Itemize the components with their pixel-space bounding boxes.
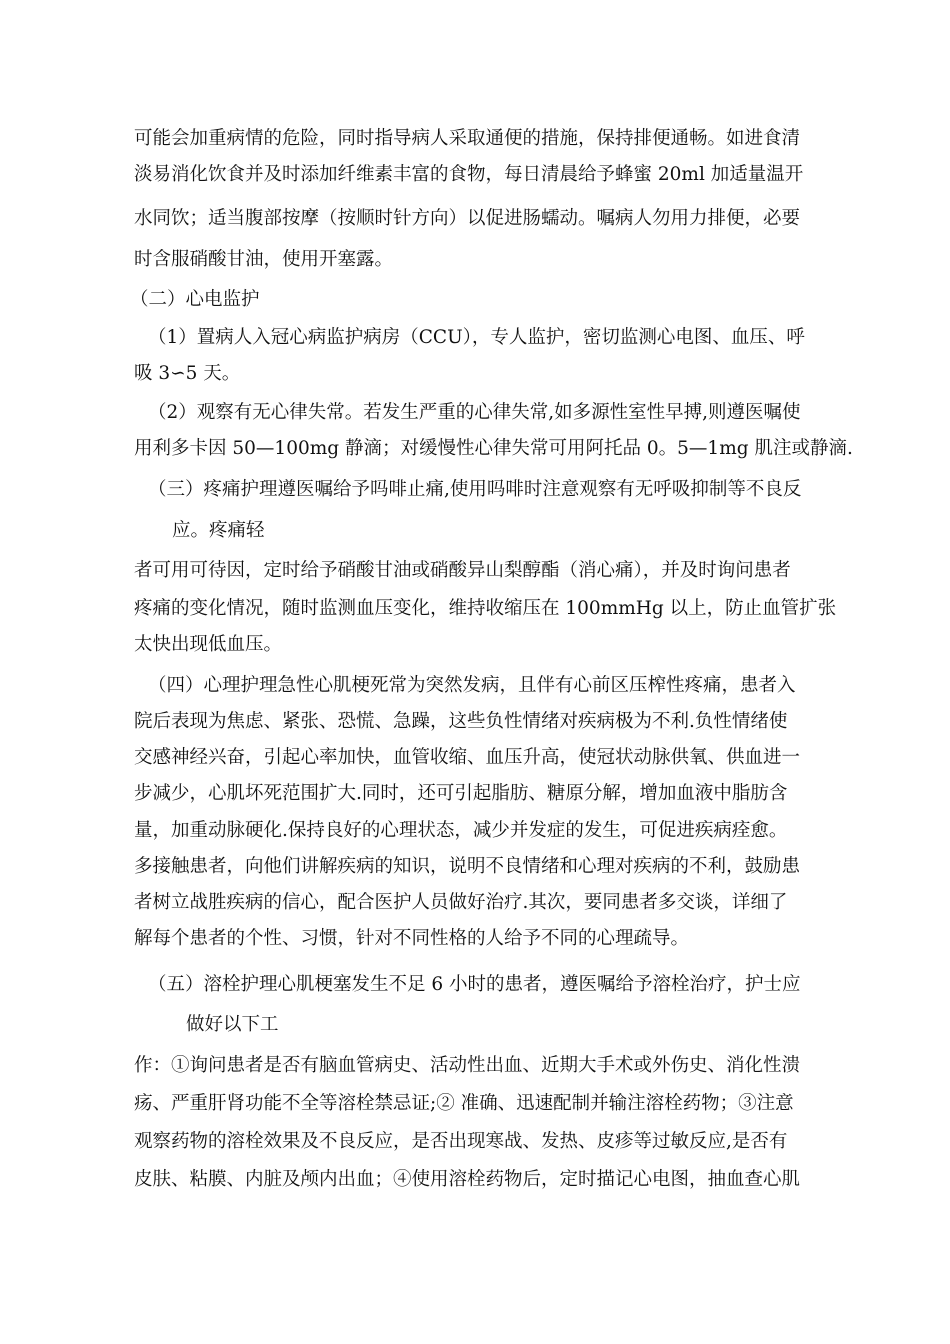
text-line: 者可用可待因，定时给予硝酸甘油或硝酸异山梨醇酯（消心痛），并及时询问患者 bbox=[134, 560, 791, 581]
text-line: 院后表现为焦虑、紧张、恐慌、急躁，这些负性情绪对疾病极为不利.负性情绪使 bbox=[134, 711, 788, 732]
text-line: （五）溶栓护理心肌梗塞发生不足 6 小时的患者，遵医嘱给予溶栓治疗，护士应 bbox=[148, 974, 801, 995]
text-line: 做好以下工 bbox=[186, 1014, 279, 1035]
text-line: 疡、严重肝肾功能不全等溶栓禁忌证;② 准确、迅速配制并输注溶栓药物；③注意 bbox=[134, 1093, 794, 1114]
text-line: 作：①询问患者是否有脑血管病史、活动性出血、近期大手术或外伤史、消化性溃 bbox=[134, 1055, 801, 1076]
text-line: 时含服硝酸甘油，使用开塞露。 bbox=[134, 249, 394, 270]
text-line: 交感神经兴奋，引起心率加快，血管收缩、血压升高，使冠状动脉供氧、供血进一 bbox=[134, 747, 801, 768]
text-line: （三）疼痛护理遵医嘱给予吗啡止痛,使用吗啡时注意观察有无呼吸抑制等不良反 bbox=[148, 479, 802, 500]
text-line: 淡易消化饮食并及时添加纤维素丰富的食物，每日清晨给予蜂蜜 20ml 加适量温开 bbox=[134, 164, 804, 185]
text-line: 解每个患者的个性、习惯，针对不同性格的人给予不同的心理疏导。 bbox=[134, 928, 690, 949]
text-line: 应。疼痛轻 bbox=[172, 520, 265, 541]
text-line: 可能会加重病情的危险，同时指导病人采取通便的措施，保持排便通畅。如进食清 bbox=[134, 128, 801, 149]
text-line: （1）置病人入冠心病监护病房（CCU），专人监护，密切监测心电图、血压、呼 bbox=[148, 327, 805, 348]
text-line: 水同饮；适当腹部按摩（按顺时针方向）以促进肠蠕动。嘱病人勿用力排便，必要 bbox=[134, 208, 801, 229]
text-line: 吸 3∽5 天。 bbox=[134, 363, 241, 384]
text-line: 观察药物的溶栓效果及不良反应，是否出现寒战、发热、皮疹等过敏反应,是否有 bbox=[134, 1131, 788, 1152]
text-line: 太快出现低血压。 bbox=[134, 634, 283, 655]
text-line: 多接触患者，向他们讲解疾病的知识，说明不良情绪和心理对疾病的不利，鼓励患 bbox=[134, 856, 801, 877]
section-heading: （二）心电监护 bbox=[130, 289, 260, 310]
text-line: 者树立战胜疾病的信心，配合医护人员做好治疗.其次，要同患者多交谈，详细了 bbox=[134, 892, 788, 913]
text-line: 用利多卡因 50—100mg 静滴；对缓慢性心律失常可用阿托品 0。5—1mg 肌注或静滴. bbox=[134, 438, 853, 459]
text-line: 量，加重动脉硬化.保持良好的心理状态，减少并发症的发生，可促进疾病痊愈。 bbox=[134, 820, 788, 841]
text-line: 皮肤、粘膜、内脏及颅内出血；④使用溶栓药物后，定时描记心电图，抽血查心肌 bbox=[134, 1169, 801, 1190]
text-line: （四）心理护理急性心肌梗死常为突然发病，且伴有心前区压榨性疼痛，患者入 bbox=[148, 675, 796, 696]
text-line: 步减少，心肌坏死范围扩大.同时，还可引起脂肪、糖原分解，增加血液中脂肪含 bbox=[134, 783, 788, 804]
text-line: （2）观察有无心律失常。若发生严重的心律失常,如多源性室性早搏,则遵医嘱使 bbox=[148, 402, 801, 423]
text-line: 疼痛的变化情况，随时监测血压变化，维持收缩压在 100mmHg 以上，防止血管扩张 bbox=[134, 598, 837, 619]
